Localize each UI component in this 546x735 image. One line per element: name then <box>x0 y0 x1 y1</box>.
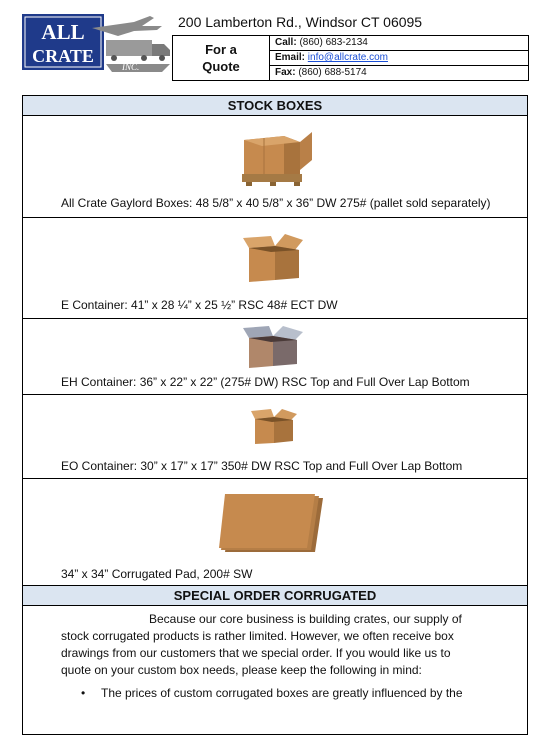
bullet-text: The prices of custom corrugated boxes are greatly influenced by the <box>101 686 463 700</box>
contact-email-row <box>270 51 528 66</box>
corrugated-pads-image <box>219 494 327 556</box>
paragraph-line-4: quote on your custom box needs, please keep the following in mind: <box>61 663 422 677</box>
quote-line-1: For a <box>205 42 237 57</box>
quote-line-2: Quote <box>202 59 240 74</box>
e-container-caption: E Container: 41” x 28 ¼” x 25 ½” RSC 48# ECT DW <box>61 298 338 312</box>
fax-label: Fax: <box>275 67 296 78</box>
paragraph-line-2: stock corrugated products is rather limited. However, we often receive box <box>61 629 454 643</box>
eo-container-image <box>251 409 299 445</box>
eh-container-caption: EH Container: 36” x 22” x 22” (275# DW) RSC Top and Full Over Lap Bottom <box>61 375 470 389</box>
bullet-dot-icon: • <box>81 686 86 700</box>
corrugated-pad-caption: 34” x 34” Corrugated Pad, 200# SW <box>61 567 253 581</box>
special-order-paragraph <box>61 611 511 679</box>
company-address: 200 Lamberton Rd., Windsor CT 06095 <box>178 14 423 30</box>
gaylord-caption: All Crate Gaylord Boxes: 48 5/8” x 40 5/8” x 36” DW 275# (pallet sold separately) <box>61 196 491 210</box>
eo-container-caption: EO Container: 30” x 17” x 17” 350# DW RSC Top and Full Over Lap Bottom <box>61 459 463 473</box>
for-a-quote-box <box>172 35 270 81</box>
stock-boxes-heading: STOCK BOXES <box>23 96 527 115</box>
gaylord-box-image <box>238 130 314 186</box>
eh-container-image <box>243 326 305 370</box>
paragraph-line-1: Because our core business is building crates, our supply of <box>149 612 462 626</box>
contact-call-row <box>270 36 528 51</box>
special-order-heading: SPECIAL ORDER CORRUGATED <box>23 586 527 605</box>
contact-fax-row <box>270 66 528 81</box>
svg-text:CRATE: CRATE <box>32 46 94 66</box>
email-label: Email: <box>275 52 306 63</box>
call-label: Call: <box>275 37 297 48</box>
svg-text:ALL: ALL <box>41 20 85 44</box>
svg-text:INC.: INC. <box>122 62 140 72</box>
contact-table <box>269 35 529 81</box>
products-table <box>22 95 528 735</box>
bullet-item <box>81 686 463 700</box>
paragraph-line-3: drawings from our customers that we special order. If you would like us to <box>61 646 451 660</box>
email-link[interactable]: info@allcrate.com <box>307 52 388 63</box>
all-crate-logo <box>22 12 172 74</box>
fax-value: (860) 688-5174 <box>298 67 367 78</box>
call-value: (860) 683-2134 <box>299 37 368 48</box>
e-container-image <box>241 234 307 284</box>
